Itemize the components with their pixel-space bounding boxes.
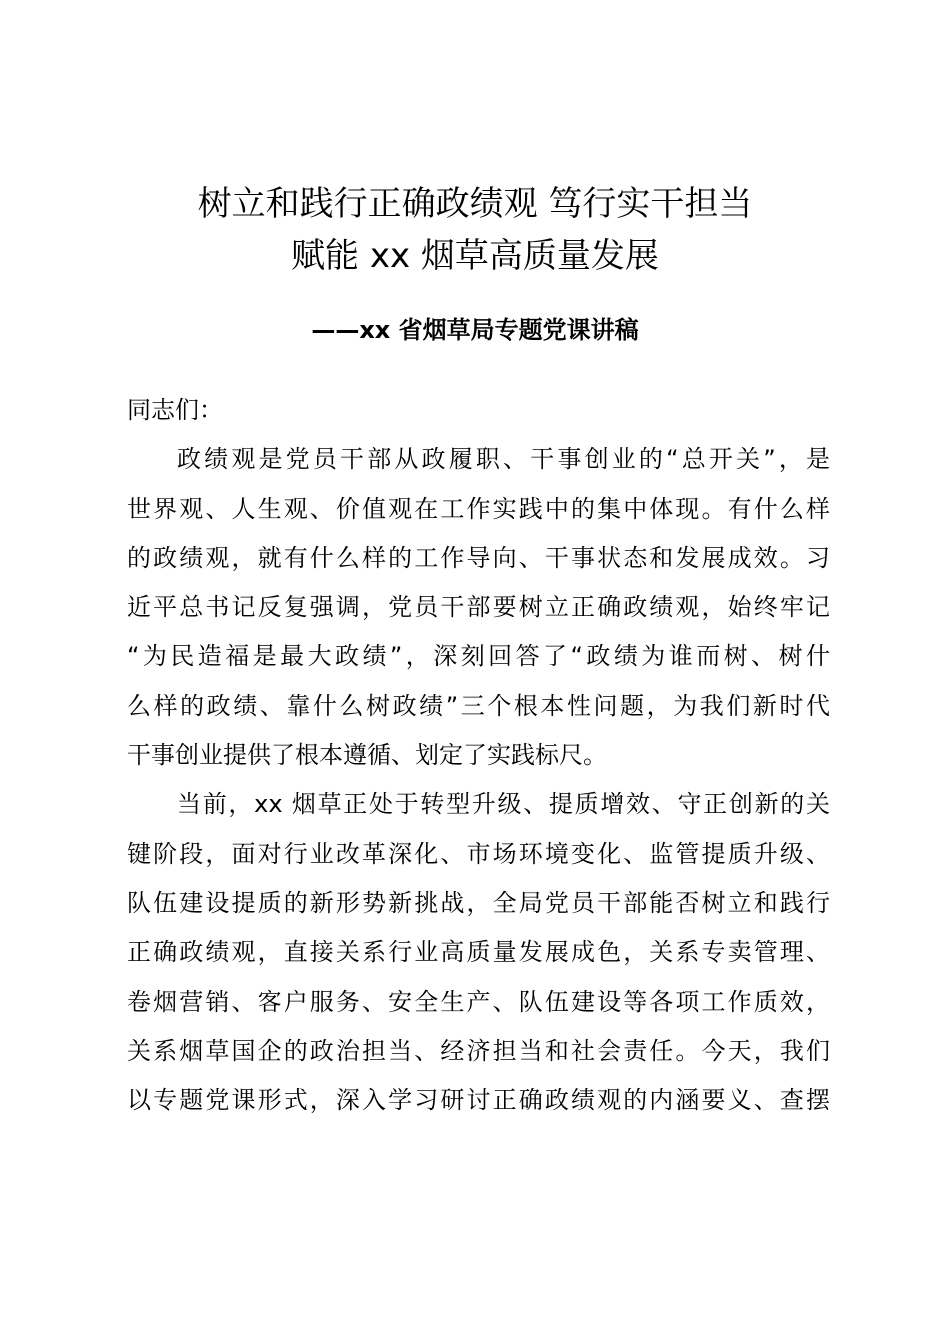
paragraph-line: 键阶段，面对行业改革深化、市场环境变化、监管提质升级、 bbox=[127, 839, 830, 868]
paragraph-line: 关系烟草国企的政治担当、经济担当和社会责任。今天，我们 bbox=[127, 1036, 830, 1065]
paragraph-line: 政绩观是党员干部从政履职、干事创业的“总开关”，是 bbox=[177, 445, 830, 474]
paragraph-line: 干事创业提供了根本遵循、划定了实践标尺。 bbox=[127, 741, 607, 770]
document-title bbox=[0, 178, 950, 282]
paragraph-2 bbox=[127, 780, 830, 1125]
paragraph-line: 么样的政绩、靠什么树政绩”三个根本性问题，为我们新时代 bbox=[127, 691, 830, 720]
document-body bbox=[127, 386, 830, 1125]
paragraph-line: 以专题党课形式，深入学习研讨正确政绩观的内涵要义、查摆 bbox=[127, 1086, 830, 1115]
title-line-2: 赋能 xx 烟草高质量发展 bbox=[291, 236, 659, 276]
paragraph-1 bbox=[127, 435, 830, 780]
salutation: 同志们： bbox=[127, 396, 223, 424]
paragraph-line: 世界观、人生观、价值观在工作实践中的集中体现。有什么样 bbox=[127, 494, 830, 523]
paragraph-line: 近平总书记反复强调，党员干部要树立正确政绩观，始终牢记 bbox=[127, 593, 830, 622]
paragraph-line: 正确政绩观，直接关系行业高质量发展成色，关系专卖管理、 bbox=[127, 938, 830, 967]
paragraph-line: 的政绩观，就有什么样的工作导向、干事状态和发展成效。习 bbox=[127, 543, 830, 572]
paragraph-line: “为民造福是最大政绩”，深刻回答了“政绩为谁而树、树什 bbox=[127, 642, 830, 671]
paragraph-line: 卷烟营销、客户服务、安全生产、队伍建设等各项工作质效， bbox=[127, 987, 830, 1016]
title-line-1: 树立和践行正确政绩观 笃行实干担当 bbox=[197, 184, 753, 224]
paragraph-line: 队伍建设提质的新形势新挑战，全局党员干部能否树立和践行 bbox=[127, 888, 830, 917]
paragraph-line: 当前，xx 烟草正处于转型升级、提质增效、守正创新的关 bbox=[177, 790, 830, 819]
document-subtitle: ——xx 省烟草局专题党课讲稿 bbox=[311, 316, 639, 344]
